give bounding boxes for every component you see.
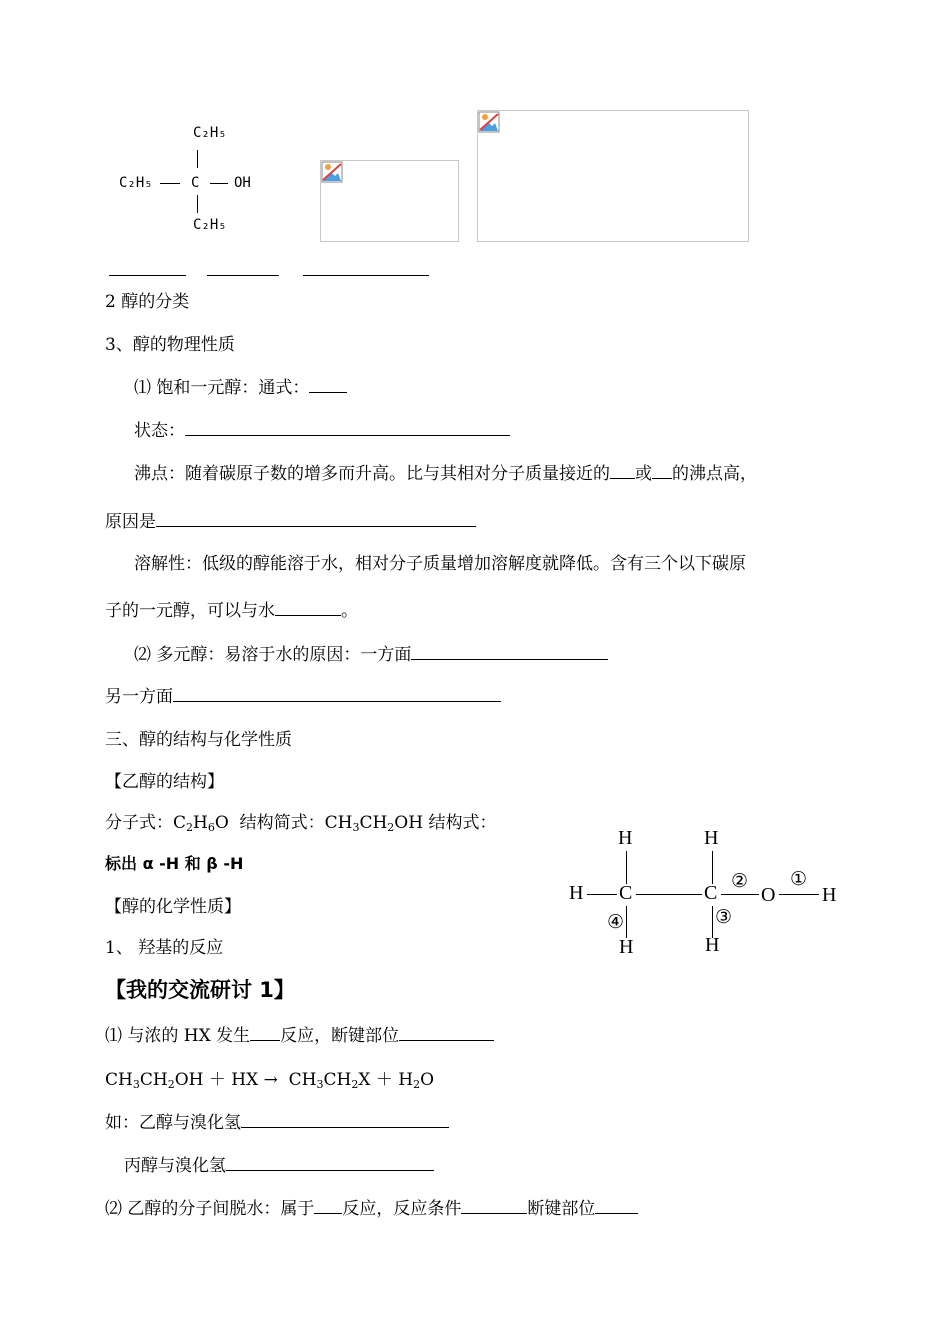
reaction-2-line <box>105 1194 638 1219</box>
struct-right-group: OH <box>234 175 251 191</box>
bond-vertical-top <box>197 150 198 168</box>
chemical-properties-heading: 【醇的化学性质】 <box>105 897 241 917</box>
solubility-line-1: 溶解性：低级的醇能溶于水，相对分子质量增加溶解度就降低。含有三个以下碳原 <box>134 554 746 574</box>
molecular-formula: $C_2H_6O$ <box>173 813 229 834</box>
atom-h-left: H <box>569 882 584 904</box>
saturated-monohydric-line <box>134 373 347 398</box>
reason-blank[interactable] <box>156 512 476 527</box>
bond-c2-h-top <box>712 851 713 884</box>
other-side-label: 另一方面 <box>105 687 173 707</box>
product-haloethane: $CH_3CH_2X$ <box>288 1070 371 1091</box>
solubility-text-b: 。 <box>341 601 358 621</box>
boiling-point-line <box>134 459 757 484</box>
formula-line <box>105 808 496 833</box>
state-blank[interactable] <box>185 421 510 436</box>
plus-sign: ＋ <box>375 1070 393 1090</box>
broken-image-icon <box>321 161 343 183</box>
bond-c1-h-top <box>626 851 627 884</box>
polyol-blank[interactable] <box>411 645 608 660</box>
bond-c2-o <box>721 894 759 895</box>
bond-label-4: ④ <box>607 912 625 933</box>
other-side-line <box>105 682 501 707</box>
reaction-arrow: → <box>263 1070 278 1090</box>
reaction-condition-blank[interactable] <box>461 1199 527 1214</box>
section-alcohol-classification: 2 醇的分类 <box>105 292 190 312</box>
struct-top-group: C₂H₅ <box>193 125 227 141</box>
reaction-2-type-blank[interactable] <box>314 1199 342 1214</box>
example-1-blank[interactable] <box>241 1113 449 1128</box>
section-physical-properties: 3、醇的物理性质 <box>105 335 235 355</box>
other-side-blank[interactable] <box>173 687 501 702</box>
example-1-label: 如：乙醇与溴化氢 <box>105 1113 241 1133</box>
molecular-formula-label: 分子式： <box>105 813 173 833</box>
mark-alpha-beta: 标出 α -H 和 β -H <box>105 854 244 873</box>
boiling-blank-2[interactable] <box>652 464 672 479</box>
reaction-2-bond-blank[interactable] <box>595 1199 638 1214</box>
image-placeholder-1 <box>320 160 459 242</box>
ethanol-structure-heading: 【乙醇的结构】 <box>105 772 224 792</box>
boiling-text-b: 或 <box>635 464 652 484</box>
image-placeholder-2 <box>477 110 749 242</box>
reactant-ethanol: $CH_3CH_2OH$ <box>105 1070 204 1091</box>
solubility-blank[interactable] <box>275 601 341 616</box>
reaction-1-text-a: ⑴ 与浓的 HX 发生 <box>105 1026 251 1046</box>
bond-label-3: ③ <box>715 907 733 928</box>
discussion-heading: 【我的交流研讨 1】 <box>105 978 295 1002</box>
bond-o-h <box>779 894 819 895</box>
struct-center-carbon: C <box>191 175 200 191</box>
section-structure-chem: 三、醇的结构与化学性质 <box>105 730 292 750</box>
broken-image-icon <box>478 111 500 133</box>
structural-formula-label: 结构式： <box>428 813 497 833</box>
atom-o: O <box>761 884 776 906</box>
state-line <box>134 416 510 441</box>
example-2-label: 丙醇与溴化氢 <box>124 1156 226 1176</box>
simple-structure-label: 结构简式： <box>239 813 325 833</box>
atom-h-top-left: H <box>618 827 633 849</box>
atom-c1: C <box>619 882 633 904</box>
reaction-2-text-b: 反应，反应条件 <box>342 1199 462 1219</box>
answer-blank-2[interactable] <box>207 275 279 276</box>
general-formula-label: ⑴ 饱和一元醇：通式： <box>134 378 310 398</box>
simple-structure: $CH_3CH_2OH$ <box>324 813 424 834</box>
reason-label: 原因是 <box>105 512 156 532</box>
bond-label-2: ② <box>731 871 749 892</box>
bond-label-1: ① <box>790 869 808 890</box>
polyol-label: ⑵ 多元醇：易溶于水的原因：一方面 <box>134 645 412 665</box>
bond-vertical-bottom <box>197 195 198 213</box>
state-label: 状态： <box>134 421 185 441</box>
reaction-2-text-a: ⑵ 乙醇的分子间脱水：属于 <box>105 1199 315 1219</box>
polyol-line <box>134 640 608 665</box>
product-water: $H_2O$ <box>398 1070 435 1091</box>
reaction-2-text-c: 断键部位 <box>527 1199 596 1219</box>
reaction-1-text-b: 反应，断键部位 <box>280 1026 400 1046</box>
boiling-text-c: 的沸点高， <box>672 464 757 484</box>
bond-c1-c2 <box>636 894 702 895</box>
reaction-type-blank[interactable] <box>250 1026 280 1041</box>
answer-blank-1[interactable] <box>109 275 186 276</box>
reaction-equation <box>105 1065 434 1090</box>
hydroxyl-reaction-heading: 1、 羟基的反应 <box>105 938 224 958</box>
atom-h-right: H <box>822 884 837 906</box>
boiling-blank-1[interactable] <box>610 464 635 479</box>
boiling-text-a: 沸点：随着碳原子数的增多而升高。比与其相对分子质量接近的 <box>134 464 610 484</box>
atom-h-top-right: H <box>704 827 719 849</box>
answer-blank-3[interactable] <box>303 275 429 276</box>
reason-line <box>105 507 476 532</box>
solubility-text-a: 子的一元醇，可以与水 <box>105 601 275 621</box>
reaction-1-line <box>105 1021 494 1046</box>
reactant-hx: HX <box>231 1070 259 1090</box>
atom-h-bottom-right: H <box>705 934 720 956</box>
plus-sign: ＋ <box>208 1070 226 1090</box>
example-2-blank[interactable] <box>226 1156 434 1171</box>
bond-c1-h-bottom <box>626 906 627 938</box>
atom-c2: C <box>704 882 718 904</box>
struct-bottom-group: C₂H₅ <box>193 217 227 233</box>
bond-break-blank[interactable] <box>399 1026 494 1041</box>
atom-h-bottom-left: H <box>619 936 634 958</box>
example-2-line <box>124 1151 434 1176</box>
bond-right <box>210 183 228 184</box>
solubility-line-2 <box>105 596 358 621</box>
struct-left-group: C₂H₅ <box>119 175 153 191</box>
example-1-line <box>105 1108 449 1133</box>
bond-left <box>160 183 180 184</box>
general-formula-blank[interactable] <box>309 378 347 393</box>
bond-h-c1 <box>587 894 617 895</box>
